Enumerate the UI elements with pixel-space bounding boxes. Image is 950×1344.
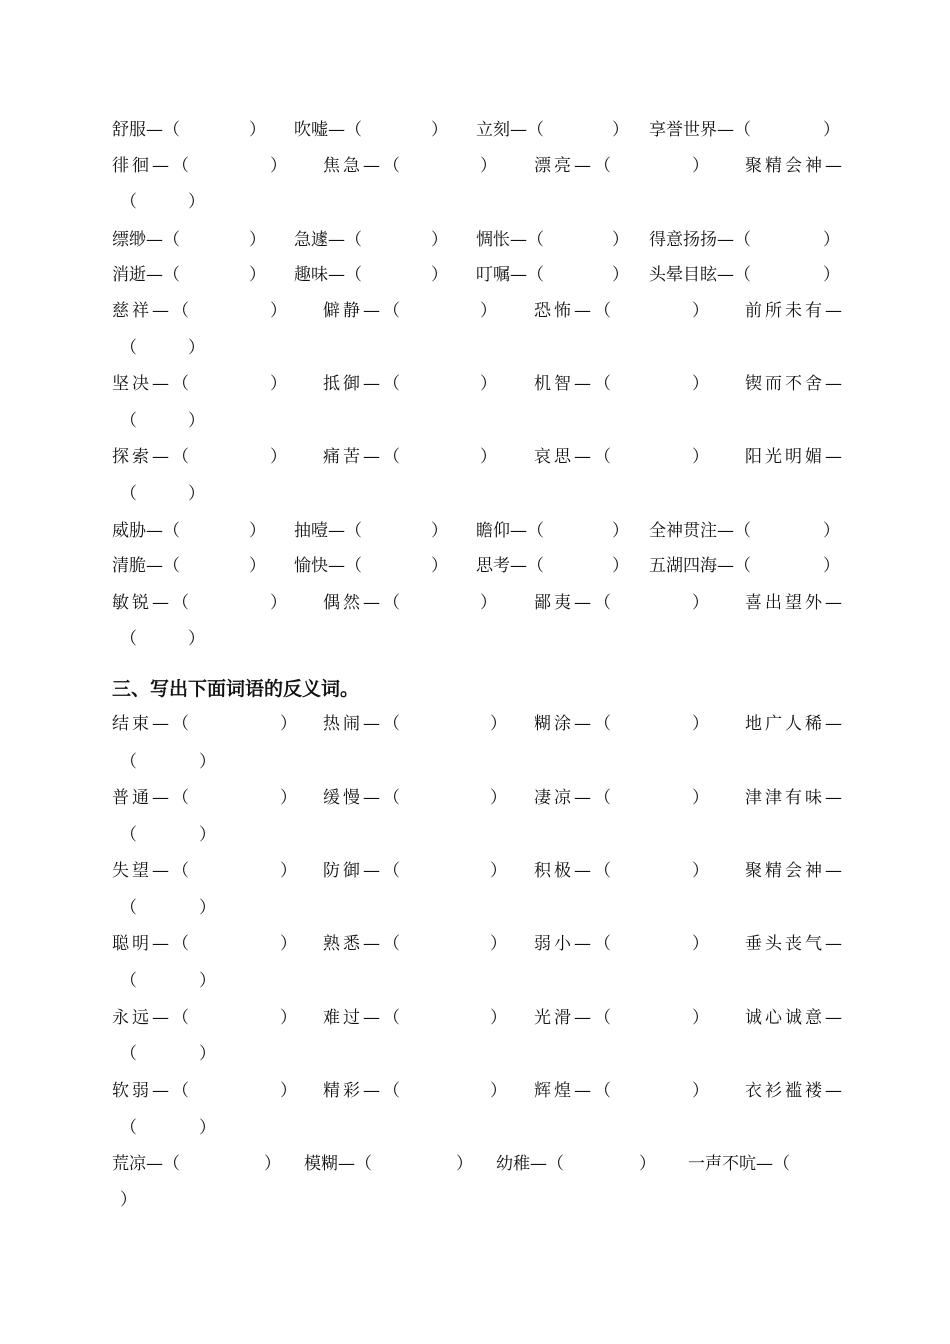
synonym-entry: 喜出望外— bbox=[745, 593, 845, 613]
answer-blank-close: ） bbox=[692, 447, 709, 467]
synonym-entry: 恐怖—（ bbox=[534, 301, 614, 321]
synonym-entry: （ bbox=[120, 192, 137, 212]
synonym-entry: 徘徊—（ bbox=[112, 156, 192, 176]
antonym-entry: 热闹—（ bbox=[323, 714, 403, 734]
answer-blank-close: ） bbox=[823, 521, 840, 541]
synonym-entry: 前所未有— bbox=[745, 301, 845, 321]
answer-blank-close: ） bbox=[249, 265, 266, 285]
answer-blank-close: ） bbox=[823, 265, 840, 285]
synonym-entry: 吹嘘—（ bbox=[294, 120, 362, 140]
answer-blank-close: ） bbox=[431, 230, 448, 250]
antonym-entry: （ bbox=[120, 1044, 137, 1064]
answer-blank-close: ） bbox=[612, 120, 629, 140]
antonym-entry: （ bbox=[120, 825, 137, 845]
antonym-entry: （ bbox=[120, 1118, 137, 1138]
synonym-entry: 敏锐—（ bbox=[112, 593, 192, 613]
answer-blank-close: ） bbox=[270, 374, 287, 394]
antonym-entry: （ bbox=[120, 752, 137, 772]
synonym-entry: 享誉世界—（ bbox=[649, 120, 751, 140]
antonym-entry: 熟悉—（ bbox=[323, 934, 403, 954]
synonym-entry: 抽噎—（ bbox=[294, 521, 362, 541]
antonym-entry: 幼稚—（ bbox=[496, 1154, 564, 1174]
answer-blank-close: ） bbox=[480, 374, 497, 394]
answer-blank-close: ） bbox=[188, 484, 205, 504]
answer-blank-close: ） bbox=[199, 898, 216, 918]
synonym-entry: 立刻—（ bbox=[476, 120, 544, 140]
antonym-entry: 普通—（ bbox=[112, 788, 192, 808]
answer-blank-close: ） bbox=[188, 629, 205, 649]
answer-blank-close: ） bbox=[199, 971, 216, 991]
answer-blank-close: ） bbox=[692, 788, 709, 808]
answer-blank-close: ） bbox=[270, 593, 287, 613]
antonym-entry: 聚精会神— bbox=[745, 861, 845, 881]
synonym-entry: 聚精会神— bbox=[745, 156, 845, 176]
antonym-entry: 诚心诚意— bbox=[745, 1008, 845, 1028]
answer-blank-close: ） bbox=[490, 714, 507, 734]
answer-blank-close: ） bbox=[199, 1118, 216, 1138]
synonym-entry: 全神贯注—（ bbox=[649, 521, 751, 541]
answer-blank-close: ） bbox=[692, 374, 709, 394]
answer-blank-close: ） bbox=[249, 120, 266, 140]
antonym-entry: 防御—（ bbox=[323, 861, 403, 881]
answer-blank-close: ） bbox=[612, 556, 629, 576]
answer-blank-close: ） bbox=[431, 521, 448, 541]
answer-blank-close: ） bbox=[280, 861, 297, 881]
antonym-entry: 缓慢—（ bbox=[323, 788, 403, 808]
answer-blank-close: ） bbox=[823, 120, 840, 140]
answer-blank-close: ） bbox=[199, 1044, 216, 1064]
synonym-entry: 瞻仰—（ bbox=[476, 521, 544, 541]
synonym-entry: 威胁—（ bbox=[112, 521, 180, 541]
answer-blank-close: ） bbox=[612, 230, 629, 250]
answer-blank-close: ） bbox=[280, 1081, 297, 1101]
synonym-entry: 锲而不舍— bbox=[745, 374, 845, 394]
antonym-entry: 永远—（ bbox=[112, 1008, 192, 1028]
answer-blank-close: ） bbox=[692, 301, 709, 321]
answer-blank-close: ） bbox=[639, 1154, 656, 1174]
synonym-entry: （ bbox=[120, 484, 137, 504]
antonym-entry: 精彩—（ bbox=[323, 1081, 403, 1101]
antonym-entry: 垂头丧气— bbox=[745, 934, 845, 954]
antonym-entry: 结束—（ bbox=[112, 714, 192, 734]
antonym-entry: 凄凉—（ bbox=[534, 788, 614, 808]
answer-blank-close: ） bbox=[264, 1154, 281, 1174]
answer-blank-close: ） bbox=[480, 156, 497, 176]
answer-blank-close: ） bbox=[612, 265, 629, 285]
synonym-entry: 偶然—（ bbox=[323, 593, 403, 613]
answer-blank-close: ） bbox=[431, 265, 448, 285]
answer-blank-close: ） bbox=[490, 1081, 507, 1101]
answer-blank-close: ） bbox=[692, 156, 709, 176]
synonym-entry: 急遽—（ bbox=[294, 230, 362, 250]
answer-blank-close: ） bbox=[280, 934, 297, 954]
answer-blank-close: ） bbox=[490, 861, 507, 881]
answer-blank-close: ） bbox=[120, 1190, 137, 1210]
antonym-entry: 难过—（ bbox=[323, 1008, 403, 1028]
synonym-entry: 哀思—（ bbox=[534, 447, 614, 467]
synonym-entry: 清脆—（ bbox=[112, 556, 180, 576]
antonym-entry: 模糊—（ bbox=[304, 1154, 372, 1174]
antonym-entry: 荒凉—（ bbox=[112, 1154, 180, 1174]
synonym-entry: 机智—（ bbox=[534, 374, 614, 394]
synonym-entry: 消逝—（ bbox=[112, 265, 180, 285]
antonym-entry: 津津有味— bbox=[745, 788, 845, 808]
answer-blank-close: ） bbox=[188, 338, 205, 358]
synonym-entry: （ bbox=[120, 411, 137, 431]
synonym-entry: 五湖四海—（ bbox=[649, 556, 751, 576]
answer-blank-close: ） bbox=[431, 556, 448, 576]
answer-blank-close: ） bbox=[270, 156, 287, 176]
answer-blank-close: ） bbox=[280, 714, 297, 734]
answer-blank-close: ） bbox=[431, 120, 448, 140]
synonym-entry: 焦急—（ bbox=[323, 156, 403, 176]
antonym-entry: （ bbox=[120, 971, 137, 991]
answer-blank-close: ） bbox=[692, 934, 709, 954]
answer-blank-close: ） bbox=[249, 521, 266, 541]
answer-blank-close: ） bbox=[692, 714, 709, 734]
synonym-entry: 抵御—（ bbox=[323, 374, 403, 394]
antonym-entry: （ bbox=[120, 898, 137, 918]
answer-blank-close: ） bbox=[692, 861, 709, 881]
synonym-entry: 惆怅—（ bbox=[476, 230, 544, 250]
answer-blank-close: ） bbox=[490, 934, 507, 954]
synonym-entry: 趣味—（ bbox=[294, 265, 362, 285]
answer-blank-close: ） bbox=[490, 1008, 507, 1028]
synonym-entry: 得意扬扬—（ bbox=[649, 230, 751, 250]
answer-blank-close: ） bbox=[280, 788, 297, 808]
antonym-entry: 一声不吭—（ bbox=[688, 1154, 790, 1174]
answer-blank-close: ） bbox=[188, 192, 205, 212]
synonym-entry: （ bbox=[120, 338, 137, 358]
answer-blank-close: ） bbox=[692, 1008, 709, 1028]
answer-blank-close: ） bbox=[480, 301, 497, 321]
synonym-entry: 慈祥—（ bbox=[112, 301, 192, 321]
answer-blank-close: ） bbox=[612, 521, 629, 541]
antonym-entry: 弱小—（ bbox=[534, 934, 614, 954]
answer-blank-close: ） bbox=[199, 825, 216, 845]
answer-blank-close: ） bbox=[280, 1008, 297, 1028]
synonym-entry: 僻静—（ bbox=[323, 301, 403, 321]
synonym-entry: 探索—（ bbox=[112, 447, 192, 467]
answer-blank-close: ） bbox=[199, 752, 216, 772]
answer-blank-close: ） bbox=[188, 411, 205, 431]
answer-blank-close: ） bbox=[823, 556, 840, 576]
synonym-entry: 思考—（ bbox=[476, 556, 544, 576]
synonym-entry: （ bbox=[120, 629, 137, 649]
answer-blank-close: ） bbox=[249, 556, 266, 576]
antonym-entry: 积极—（ bbox=[534, 861, 614, 881]
synonym-entry: 漂亮—（ bbox=[534, 156, 614, 176]
section-heading-antonyms: 三、写出下面词语的反义词。 bbox=[112, 678, 360, 700]
answer-blank-close: ） bbox=[692, 1081, 709, 1101]
antonym-entry: 聪明—（ bbox=[112, 934, 192, 954]
synonym-entry: 缥缈—（ bbox=[112, 230, 180, 250]
antonym-entry: 地广人稀— bbox=[745, 714, 845, 734]
answer-blank-close: ） bbox=[270, 301, 287, 321]
antonym-entry: 失望—（ bbox=[112, 861, 192, 881]
synonym-entry: 鄙夷—（ bbox=[534, 593, 614, 613]
antonym-entry: 软弱—（ bbox=[112, 1081, 192, 1101]
antonym-entry: 糊涂—（ bbox=[534, 714, 614, 734]
synonym-entry: 阳光明媚— bbox=[745, 447, 845, 467]
synonym-entry: 叮嘱—（ bbox=[476, 265, 544, 285]
synonym-entry: 愉快—（ bbox=[294, 556, 362, 576]
answer-blank-close: ） bbox=[249, 230, 266, 250]
antonym-entry: 辉煌—（ bbox=[534, 1081, 614, 1101]
synonym-entry: 舒服—（ bbox=[112, 120, 180, 140]
answer-blank-close: ） bbox=[823, 230, 840, 250]
antonym-entry: 衣衫褴褛— bbox=[745, 1081, 845, 1101]
answer-blank-close: ） bbox=[490, 788, 507, 808]
answer-blank-close: ） bbox=[456, 1154, 473, 1174]
synonym-entry: 痛苦—（ bbox=[323, 447, 403, 467]
answer-blank-close: ） bbox=[270, 447, 287, 467]
answer-blank-close: ） bbox=[692, 593, 709, 613]
answer-blank-close: ） bbox=[480, 447, 497, 467]
antonym-entry: 光滑—（ bbox=[534, 1008, 614, 1028]
synonym-entry: 坚决—（ bbox=[112, 374, 192, 394]
synonym-entry: 头晕目眩—（ bbox=[649, 265, 751, 285]
answer-blank-close: ） bbox=[480, 593, 497, 613]
